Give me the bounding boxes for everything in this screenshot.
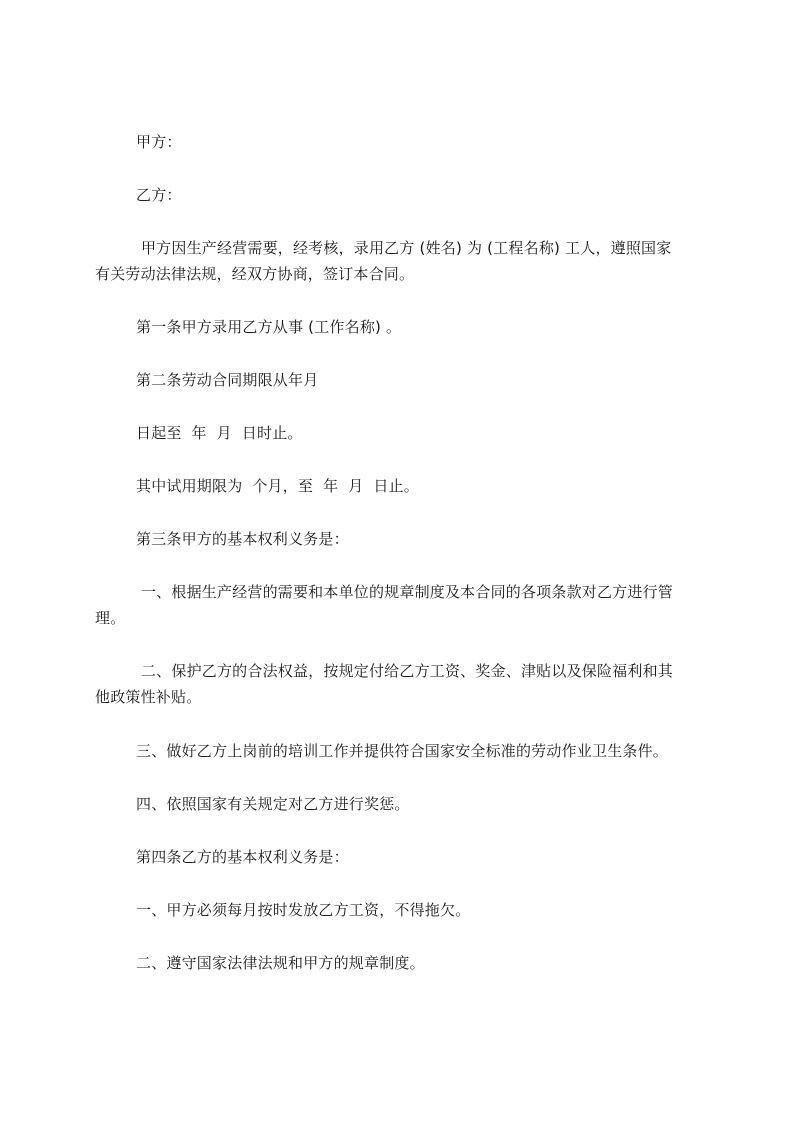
article-1: 第一条甲方录用乙方从事 (工作名称) 。 <box>136 318 402 336</box>
article-3-item-4: 四、依照国家有关规定对乙方进行奖惩。 <box>136 795 410 813</box>
preamble-line-1: 甲方因生产经营需要，经考核，录用乙方 (姓名) 为 (工程名称) 工人，遵照国家 <box>136 239 672 257</box>
article-3-heading: 第三条甲方的基本权利义务是： <box>136 530 349 548</box>
article-3-item-2-line-2: 他政策性补贴。 <box>95 688 202 706</box>
article-3-item-1-line-2: 理。 <box>95 609 126 627</box>
party-a-label: 甲方： <box>136 133 182 151</box>
preamble-line-2: 有关劳动法律法规，经双方协商，签订本合同。 <box>95 265 415 283</box>
party-b-label: 乙方： <box>136 186 182 204</box>
article-4-heading: 第四条乙方的基本权利义务是： <box>136 848 349 866</box>
article-2-line-3: 其中试用期限为 个月，至 年 月 日止。 <box>136 477 419 495</box>
article-3-item-3: 三、做好乙方上岗前的培训工作并提供符合国家安全标准的劳动作业卫生条件。 <box>136 742 669 760</box>
article-3-item-1-line-1: 一、根据生产经营的需要和本单位的规章制度及本合同的各项条款对乙方进行管 <box>136 583 673 601</box>
article-3-item-2-line-1: 二、保护乙方的合法权益，按规定付给乙方工资、奖金、津贴以及保险福利和其 <box>136 662 673 680</box>
article-4-item-1: 一、甲方必须每月按时发放乙方工资，不得拖欠。 <box>136 901 471 919</box>
article-2-line-1: 第二条劳动合同期限从年月 <box>136 371 319 389</box>
article-4-item-2: 二、遵守国家法律法规和甲方的规章制度。 <box>136 954 425 972</box>
article-2-line-2: 日起至 年 月 日时止。 <box>136 424 303 442</box>
